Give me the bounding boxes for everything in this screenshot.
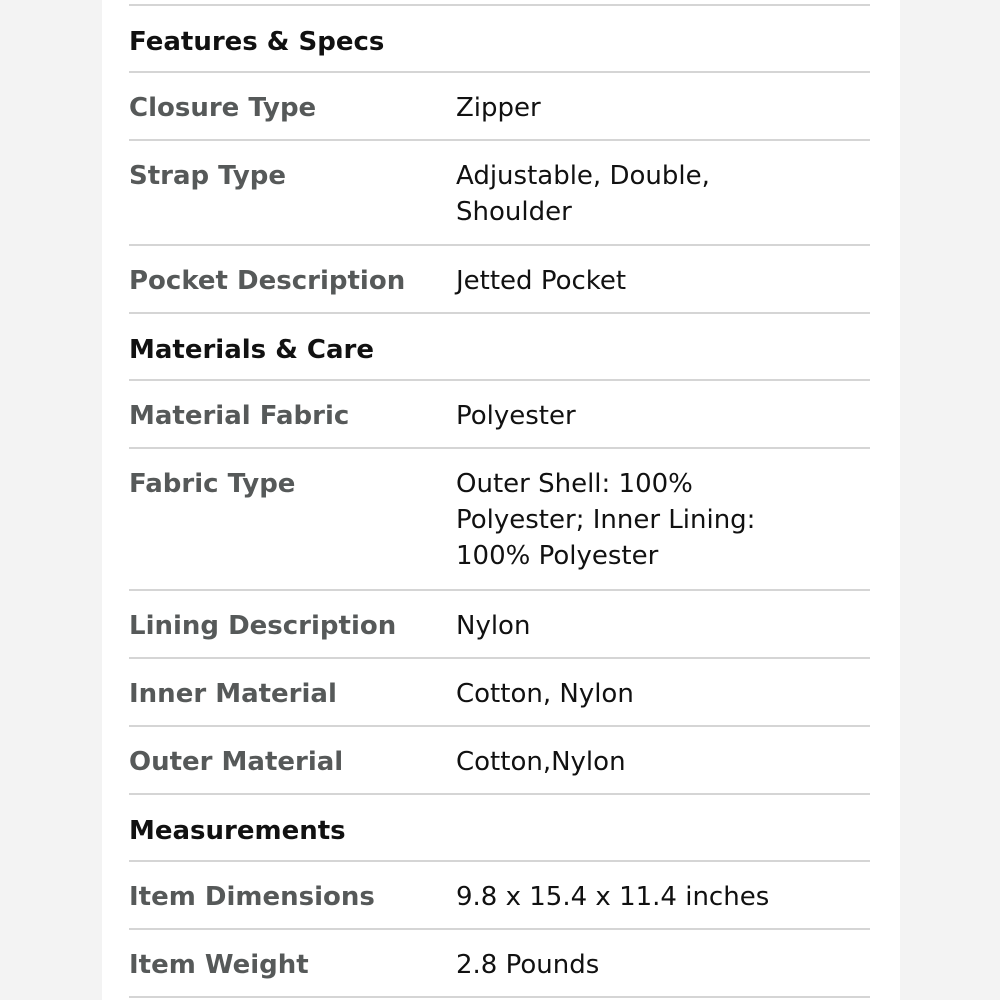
spec-label: Lining Description <box>129 611 397 641</box>
spec-label: Outer Material <box>129 747 344 777</box>
spec-value: Cotton, Nylon <box>456 679 634 709</box>
spec-row-outer-material <box>129 727 870 795</box>
spec-row-fabric-type <box>129 449 870 591</box>
spec-label: Item Weight <box>129 950 309 980</box>
spec-label: Closure Type <box>129 93 317 123</box>
spec-row-item-dimensions <box>129 862 870 930</box>
product-specs-table <box>129 6 870 998</box>
spec-row-strap-type <box>129 141 870 246</box>
spec-value: 2.8 Pounds <box>456 950 600 980</box>
section-header-materials-care: Materials & Care <box>129 314 870 381</box>
spec-value: Polyester <box>456 401 576 431</box>
spec-row-material-fabric <box>129 381 870 449</box>
spec-value: Nylon <box>456 611 531 641</box>
spec-value: 9.8 x 15.4 x 11.4 inches <box>456 882 770 912</box>
spec-row-lining-description <box>129 591 870 659</box>
section-header-features-specs: Features & Specs <box>129 6 870 73</box>
spec-value: Adjustable, Double, Shoulder <box>456 161 710 227</box>
spec-label: Fabric Type <box>129 469 296 499</box>
spec-label: Item Dimensions <box>129 882 375 912</box>
spec-value: Jetted Pocket <box>456 266 627 296</box>
spec-row-pocket-description <box>129 246 870 314</box>
spec-value: Outer Shell: 100% Polyester; Inner Lining: 100% Polyester <box>456 469 756 571</box>
spec-value: Zipper <box>456 93 541 123</box>
spec-row-item-weight <box>129 930 870 998</box>
spec-row-inner-material <box>129 659 870 727</box>
spec-value: Cotton,Nylon <box>456 747 626 777</box>
spec-label: Strap Type <box>129 161 287 191</box>
spec-row-closure-type <box>129 73 870 141</box>
spec-label: Inner Material <box>129 679 337 709</box>
section-header-measurements: Measurements <box>129 795 870 862</box>
spec-label: Material Fabric <box>129 401 350 431</box>
spec-label: Pocket Description <box>129 266 406 296</box>
